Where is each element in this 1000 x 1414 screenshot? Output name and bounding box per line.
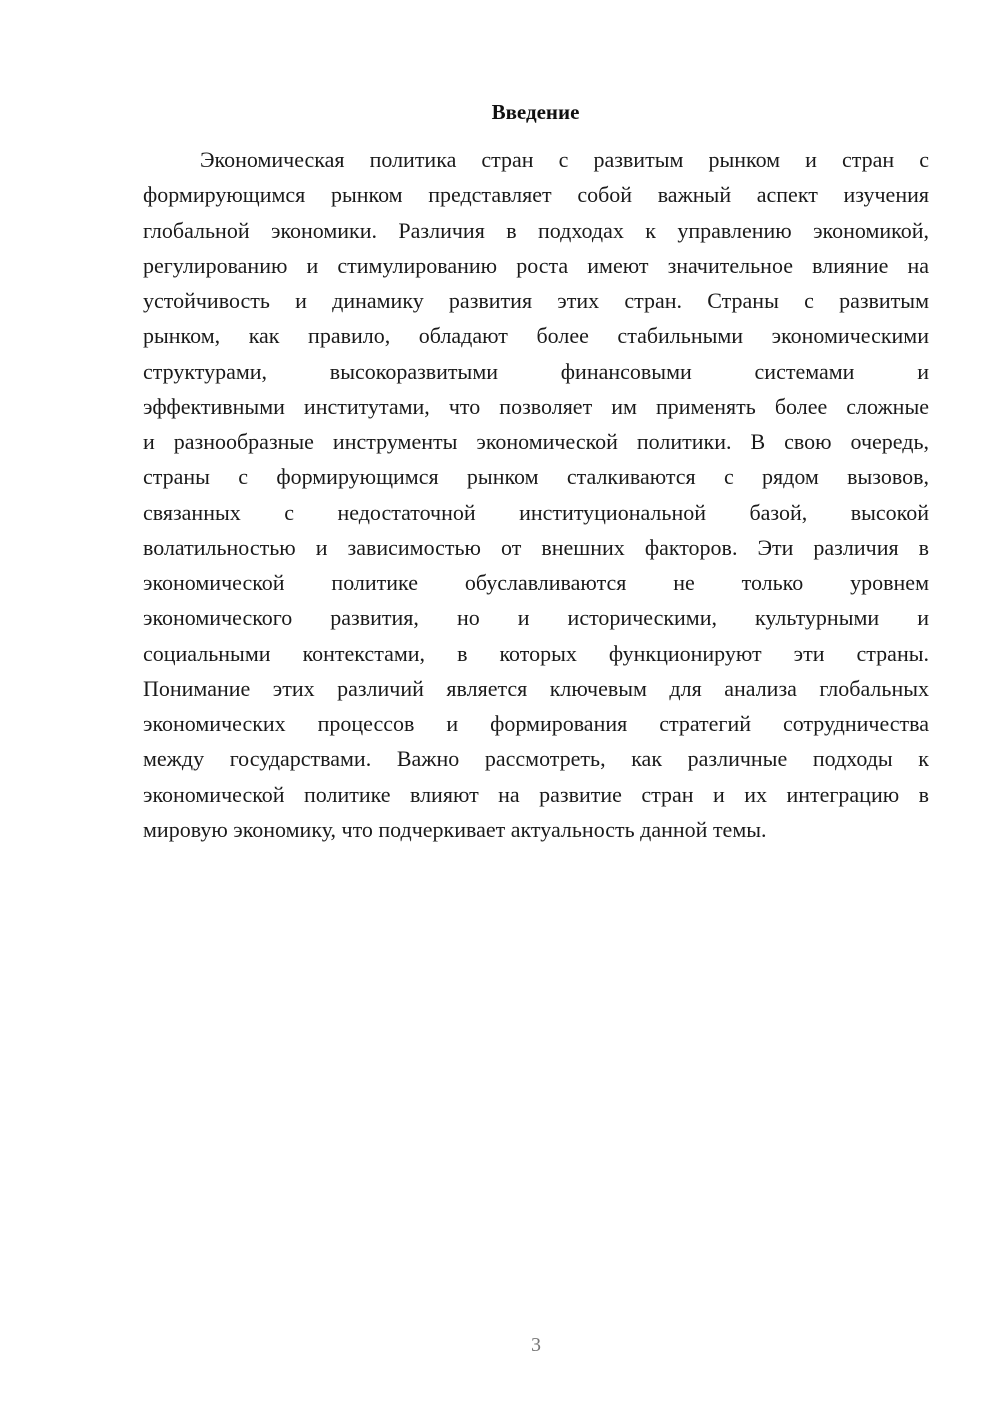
paragraph-line: страны с формирующимся рынком сталкиваются с рядом вызовов,: [143, 464, 929, 490]
page-number: 3: [531, 1334, 541, 1356]
paragraph-line: экономических процессов и формирования стратегий сотрудничества: [143, 711, 929, 736]
paragraph-line: экономической политике обуславливаются не только уровнем: [143, 570, 929, 595]
paragraph-line: волатильностью и зависимостью от внешних факторов. Эти различия в: [143, 534, 929, 560]
paragraph-line: Понимание этих различий является ключевым для анализа глобальных: [143, 675, 929, 701]
paragraph-line: Экономическая политика стран с развитым рынком и стран с: [200, 147, 929, 172]
paragraph-line: связанных с недостаточной институциональной базой, высокой: [143, 499, 929, 525]
paragraph-line: и разнообразные инструменты экономической политики. В свою очередь,: [143, 429, 929, 454]
paragraph-line: эффективными институтами, что позволяет им применять более сложные: [143, 393, 929, 419]
paragraph-line: рынком, как правило, обладают более стабильными экономическими: [143, 323, 929, 349]
paragraph-line: экономической политике влияют на развитие стран и их интеграцию в: [143, 781, 929, 807]
paragraph-line: экономического развития, но и историческими, культурными и: [143, 605, 929, 631]
paragraph-line: формирующимся рынком представляет собой важный аспект изучения: [143, 182, 929, 208]
paragraph-line: глобальной экономики. Различия в подходах к управлению экономикой,: [143, 217, 929, 243]
paragraph-line: социальными контекстами, в которых функционируют эти страны.: [143, 640, 929, 666]
paragraph-line: регулированию и стимулированию роста имеют значительное влияние на: [143, 252, 929, 278]
paragraph-line: устойчивость и динамику развития этих стран. Страны с развитым: [143, 288, 929, 313]
section-heading: Введение: [491, 100, 580, 124]
paragraph-line: между государствами. Важно рассмотреть, как различные подходы к: [143, 746, 929, 772]
body-paragraph: [143, 142, 929, 847]
paragraph-line: структурами, высокоразвитыми финансовыми системами и: [143, 358, 929, 384]
paragraph-line: мировую экономику, что подчеркивает актуальность данной темы.: [143, 816, 767, 842]
